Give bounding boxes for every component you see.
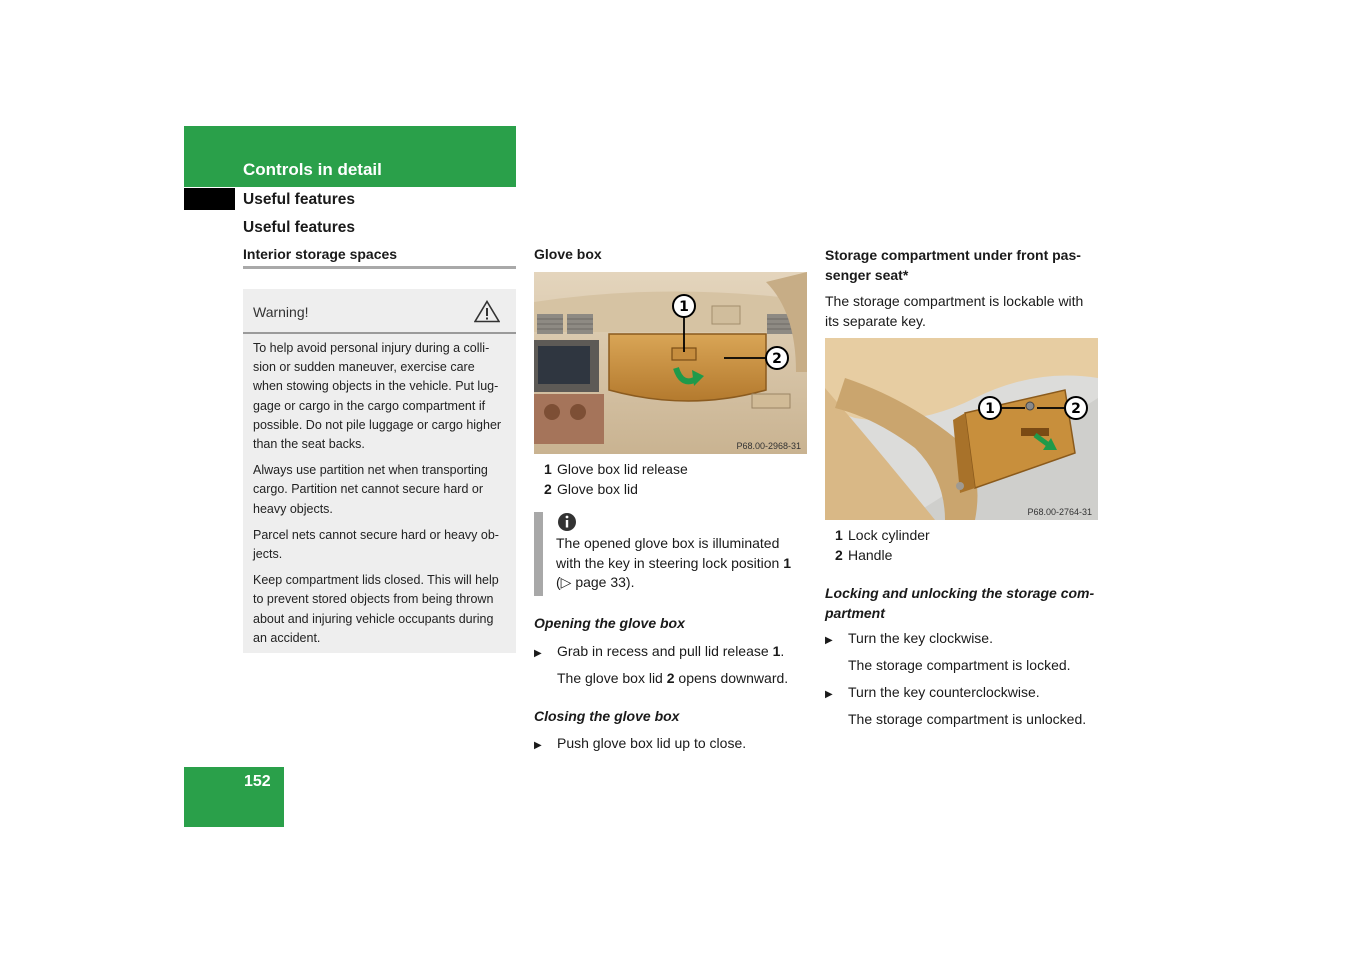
info-line: with the key in steering lock position 1	[556, 554, 792, 571]
warning-line: gage or cargo in the cargo compartment if	[253, 398, 486, 413]
unlocking-step: ▶ Turn the key counterclockwise.	[825, 683, 1040, 705]
opening-result: The glove box lid 2 opens downward.	[557, 670, 789, 686]
page-number-tab	[184, 767, 284, 827]
warning-line: jects.	[253, 547, 283, 562]
storage-intro	[825, 292, 1083, 331]
storage-title	[825, 246, 1081, 285]
subsection-rule	[243, 266, 516, 269]
warning-line: possible. Do not pile luggage or cargo higher	[253, 417, 502, 432]
warning-line: Always use partition net when transporting	[253, 463, 488, 478]
svg-text:1: 1	[985, 401, 995, 417]
warning-text	[253, 339, 513, 648]
warning-line: sion or sudden maneuver, exercise care	[253, 360, 475, 375]
legend-text: Handle	[848, 546, 893, 563]
bullet-icon: ▶	[825, 689, 833, 700]
warning-line: when stowing objects in the vehicle. Put lug-	[253, 379, 499, 394]
glove-box-title: Glove box	[534, 246, 602, 262]
info-icon	[557, 512, 577, 532]
warning-line: cargo. Partition net cannot secure hard or	[253, 482, 483, 497]
info-number: 1	[783, 554, 792, 571]
warning-paragraph	[253, 526, 513, 564]
legend-item	[835, 546, 930, 566]
legend-text: Lock cylinder	[848, 527, 930, 543]
unlocking-result: The storage compartment is unlocked.	[848, 711, 1087, 727]
warning-line: to prevent stored objects from being thrown	[253, 592, 494, 607]
subsection-title: Interior storage spaces	[243, 246, 398, 262]
warning-line: an accident.	[253, 630, 321, 645]
bullet-icon: ▶	[534, 740, 542, 751]
warning-label: Warning!	[253, 304, 309, 320]
warning-line: than the seat backs.	[253, 437, 365, 452]
opening-title: Opening the glove box	[534, 615, 685, 631]
legend-text: Glove box lid release	[557, 461, 688, 477]
info-box	[534, 512, 807, 598]
chapter-title: Controls in detail	[243, 160, 382, 179]
glove-box-image	[534, 272, 807, 454]
chapter-header-bar	[184, 126, 516, 187]
info-bar	[534, 512, 543, 596]
legend-number: 1	[544, 461, 552, 477]
legend-number: 2	[835, 546, 843, 563]
warning-paragraph	[253, 339, 513, 454]
locking-title	[825, 583, 1094, 623]
locking-result: The storage compartment is locked.	[848, 657, 1071, 673]
warning-line: Keep compartment lids closed. This will help	[253, 573, 499, 588]
warning-box	[243, 289, 516, 653]
storage-image	[825, 338, 1098, 520]
locking-title-line: Locking and unlocking the storage com-	[825, 585, 1095, 601]
locking-title-line: partment	[825, 605, 885, 621]
page-number: 152	[244, 773, 271, 790]
info-line: The opened glove box is illuminated	[556, 535, 780, 551]
legend-number: 2	[544, 480, 552, 497]
closing-title: Closing the glove box	[534, 708, 680, 724]
storage-intro-line: its separate key.	[825, 312, 926, 329]
opening-step: ▶ Grab in recess and pull lid release 1.	[534, 642, 784, 664]
section-title: Useful features	[243, 191, 355, 208]
info-text	[556, 534, 808, 593]
section-marker	[184, 188, 235, 210]
warning-line: To help avoid personal injury during a colli-	[253, 341, 490, 355]
legend-item	[544, 460, 688, 480]
legend-text: Glove box lid	[557, 480, 638, 497]
legend-item	[544, 480, 688, 500]
svg-text:2: 2	[1071, 401, 1081, 417]
page-title: Useful features	[243, 219, 355, 236]
storage-title-line: senger seat*	[825, 266, 909, 283]
closing-step: ▶ Push glove box lid up to close.	[534, 734, 746, 756]
warning-line: heavy objects.	[253, 501, 333, 516]
warning-line: Parcel nets cannot secure hard or heavy ob-	[253, 527, 499, 542]
bullet-icon: ▶	[825, 635, 833, 646]
bullet-icon: ▶	[534, 648, 542, 659]
glove-box-image-code: P68.00-2968-31	[736, 441, 801, 451]
legend-item	[835, 526, 930, 546]
legend-number: 1	[835, 527, 843, 543]
info-line: (▷ page 33).	[556, 574, 635, 590]
warning-paragraph	[253, 461, 513, 519]
storage-legend	[835, 526, 930, 565]
svg-text:2: 2	[772, 351, 782, 367]
warning-divider	[243, 332, 516, 334]
storage-title-line: Storage compartment under front pas-	[825, 247, 1081, 263]
warning-paragraph	[253, 571, 513, 648]
svg-text:1: 1	[679, 299, 689, 315]
locking-step: ▶ Turn the key clockwise.	[825, 629, 993, 651]
warning-triangle-icon	[474, 300, 500, 323]
warning-line: about and injuring vehicle occupants during	[253, 611, 494, 626]
storage-intro-line: The storage compartment is lockable with	[825, 293, 1084, 309]
storage-image-code: P68.00-2764-31	[1027, 507, 1092, 517]
glove-box-legend	[544, 460, 688, 499]
